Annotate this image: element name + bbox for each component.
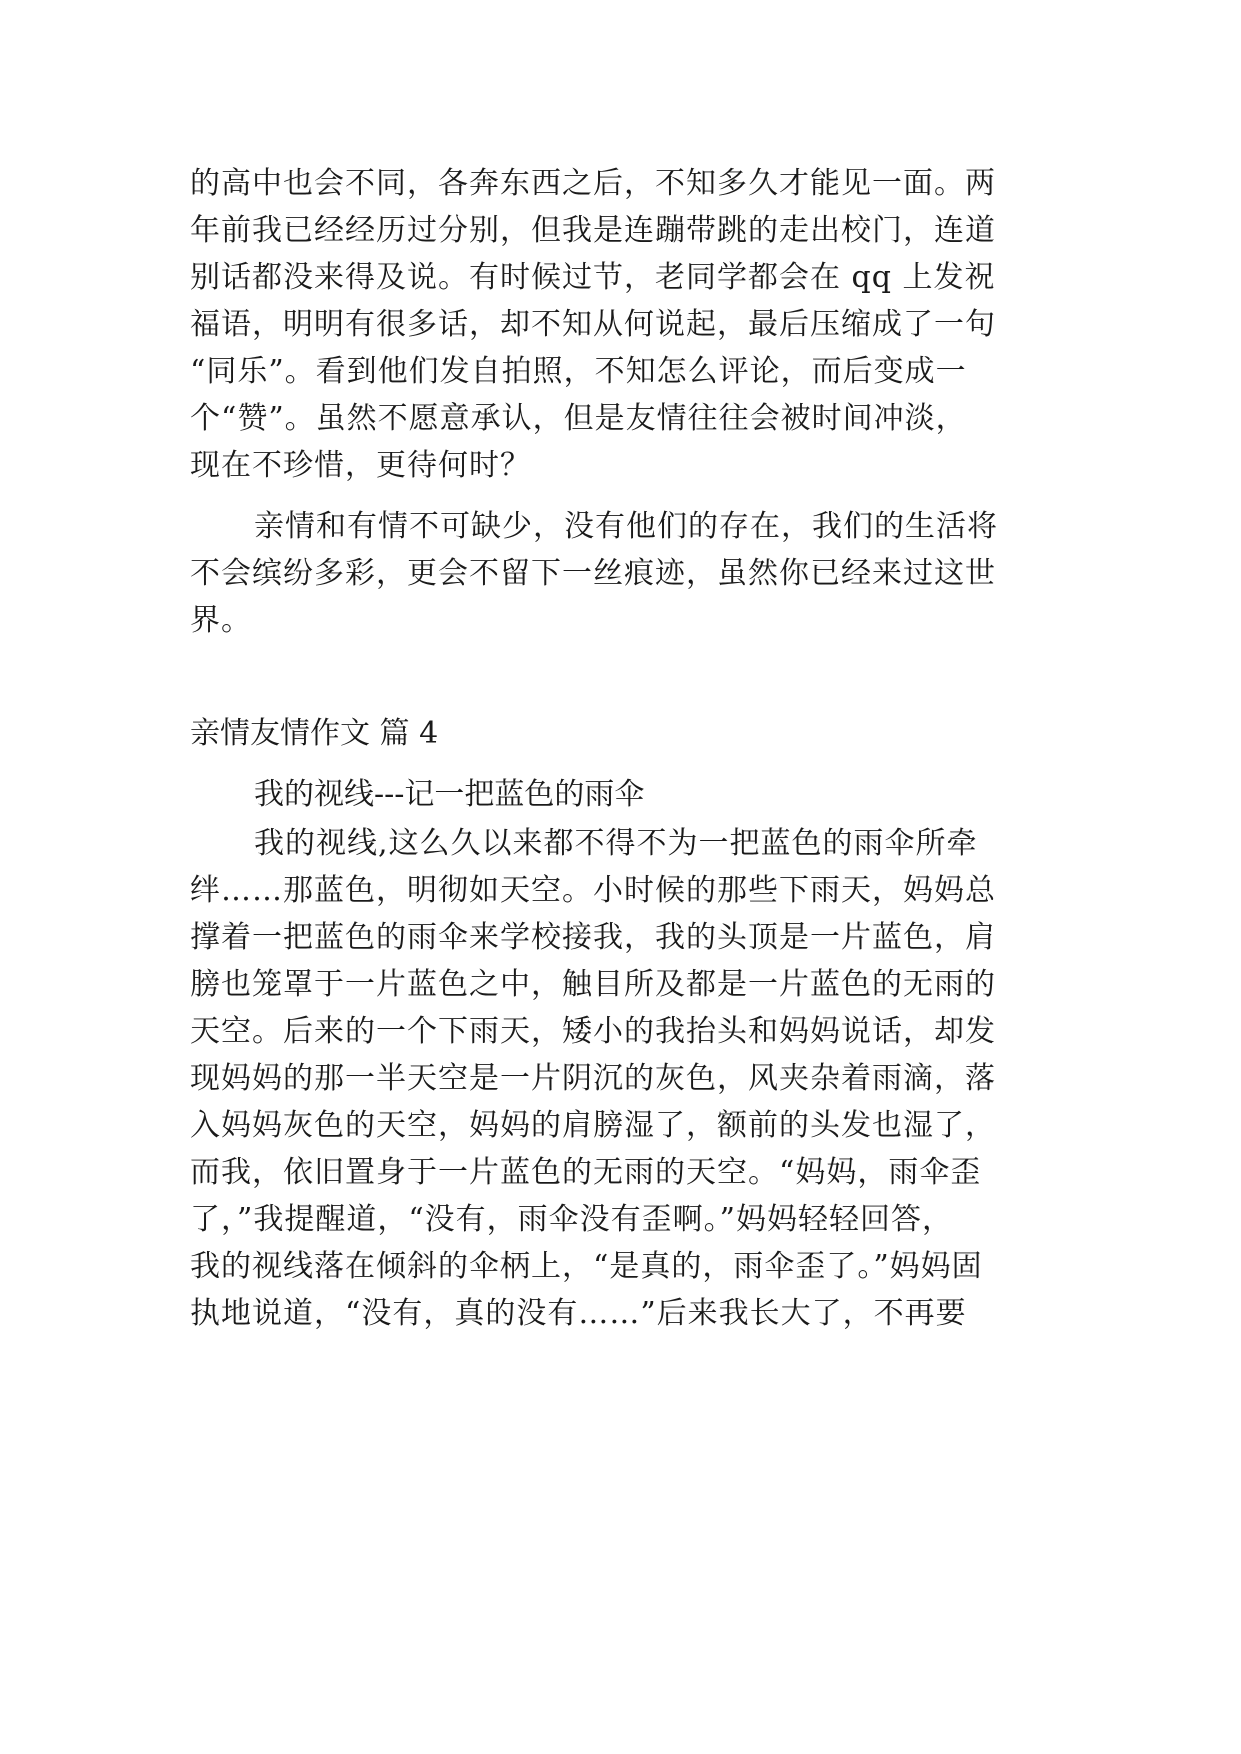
- text-line: 别话都没来得及说。有时候过节，老同学都会在 qq 上发祝: [190, 260, 996, 295]
- document-page: [190, 160, 1055, 1337]
- section-gap: [190, 644, 1055, 710]
- text-line: 现在不珍惜，更待何时？: [190, 448, 531, 483]
- text-line: 膀也笼罩于一片蓝色之中，触目所及都是一片蓝色的无雨的: [190, 967, 996, 1002]
- text-line: 我的视线落在倾斜的伞柄上，“是真的，雨伞歪了。”妈妈固: [190, 1249, 983, 1284]
- text-line: 我的视线,这么久以来都不得不为一把蓝色的雨伞所牵: [254, 826, 978, 861]
- paragraph-gap: [190, 489, 1055, 503]
- text-line: “同乐”。看到他们发自拍照，不知怎么评论，而后变成一: [190, 354, 967, 389]
- text-line: 了，”我提醒道，“没有，雨伞没有歪啊。”妈妈轻轻回答，: [190, 1202, 954, 1237]
- text-line: 入妈妈灰色的天空，妈妈的肩膀湿了，额前的头发也湿了，: [190, 1108, 996, 1143]
- text-line: 而我，依旧置身于一片蓝色的无雨的天空。“妈妈，雨伞歪: [190, 1155, 982, 1190]
- text-line: 撑着一把蓝色的雨伞来学校接我，我的头顶是一片蓝色，肩: [190, 920, 996, 955]
- paragraph-umbrella: [190, 820, 1055, 1337]
- text-line: 福语，明明有很多话，却不知从何说起，最后压缩成了一句: [190, 307, 996, 342]
- text-line: 的高中也会不同，各奔东西之后，不知多久才能见一面。两: [190, 166, 996, 201]
- paragraph-friendship: [190, 160, 1055, 489]
- heading-gap: [190, 757, 1055, 771]
- text-line: 年前我已经经历过分别，但我是连蹦带跳的走出校门，连道: [190, 213, 996, 248]
- section-heading: 亲情友情作文 篇 4: [190, 716, 439, 751]
- text-line: 执地说道，“没有，真的没有……”后来我长大了，不再要: [190, 1296, 967, 1331]
- text-line: 不会缤纷多彩，更会不留下一丝痕迹，虽然你已经来过这世: [190, 556, 996, 591]
- paragraph-conclusion: [190, 503, 1055, 644]
- text-line: 界。: [190, 603, 252, 638]
- text-line: 现妈妈的那一半天空是一片阴沉的灰色，风夹杂着雨滴，落: [190, 1061, 996, 1096]
- text-line: 亲情和有情不可缺少，没有他们的存在，我们的生活将: [254, 509, 998, 544]
- text-line: 个“赞”。虽然不愿意承认，但是友情往往会被时间冲淡，: [190, 401, 967, 436]
- text-line: 天空。后来的一个下雨天，矮小的我抬头和妈妈说话，却发: [190, 1014, 996, 1049]
- text-line: 绊……那蓝色，明彻如天空。小时候的那些下雨天，妈妈总: [190, 873, 996, 908]
- essay-subtitle: 我的视线---记一把蓝色的雨伞: [254, 777, 645, 812]
